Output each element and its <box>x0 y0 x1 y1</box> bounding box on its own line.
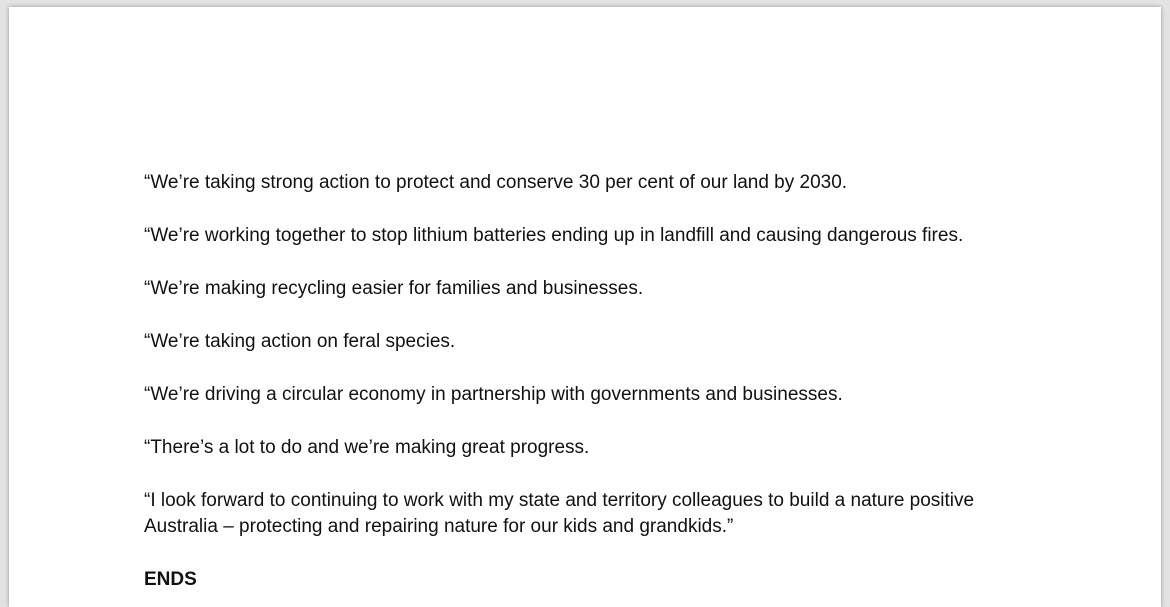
paragraph-recycling: “We’re making recycling easier for families and businesses. <box>144 278 644 299</box>
paragraph-lithium-batteries: “We’re working together to stop lithium batteries ending up in landfill and causing dangerous fires. <box>144 225 964 246</box>
paragraph-feral-species: “We’re taking action on feral species. <box>144 331 456 352</box>
document-page <box>9 7 1161 607</box>
paragraph-circular-economy: “We’re driving a circular economy in partnership with governments and businesses. <box>144 384 843 405</box>
ends-marker: ENDS <box>144 569 197 590</box>
paragraph-progress: “There’s a lot to do and we’re making great progress. <box>144 437 590 458</box>
paragraph-nature-positive: “I look forward to continuing to work with my state and territory colleagues to build a nature positive Australia – protecting and repairing nature for our kids and grandkids.” <box>144 490 975 537</box>
paragraph-land-conservation: “We’re taking strong action to protect and conserve 30 per cent of our land by 2030. <box>144 172 848 193</box>
document-body <box>144 170 1044 593</box>
